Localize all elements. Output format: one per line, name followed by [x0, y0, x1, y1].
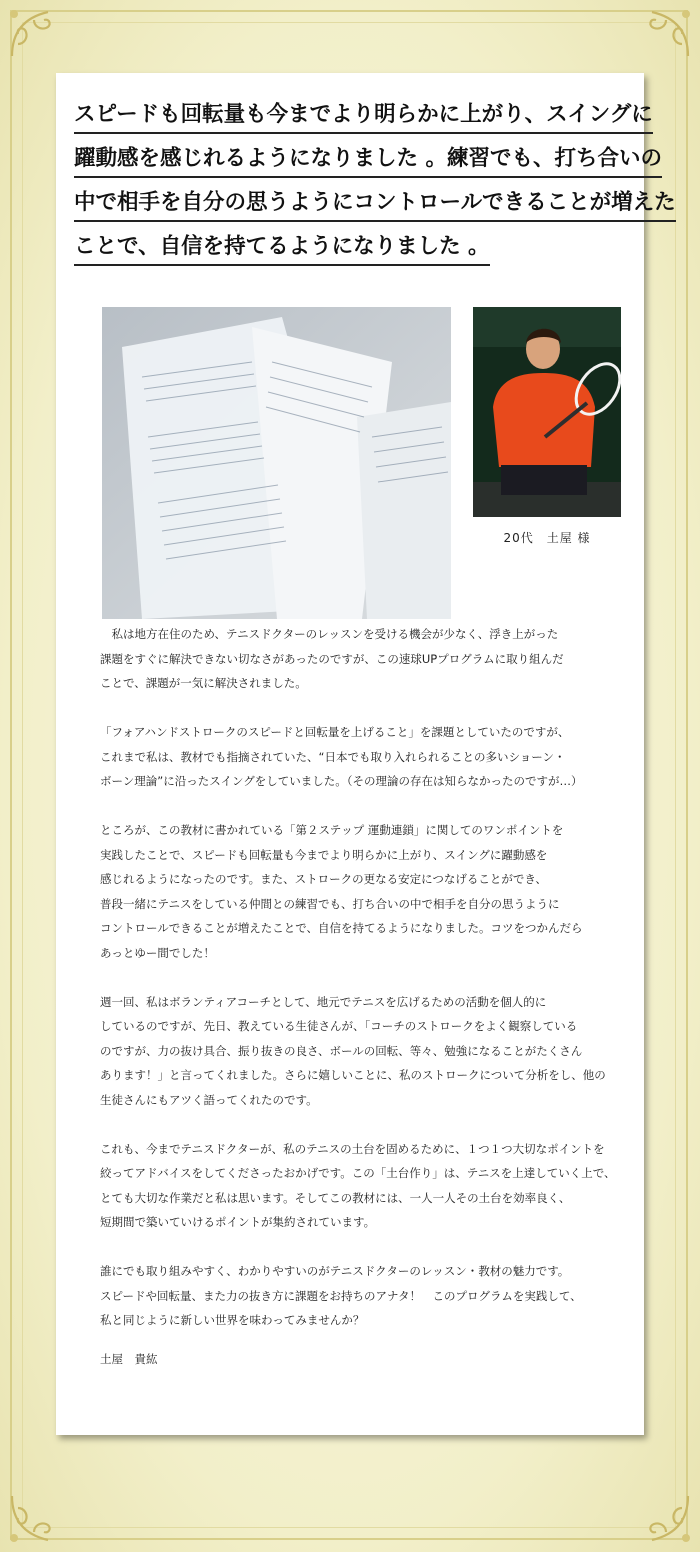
- photo-caption: 20代 土屋 様: [503, 531, 591, 545]
- corner-ornament-icon: [636, 1488, 696, 1548]
- customer-portrait-photo: [473, 307, 621, 517]
- paragraph: ところが、この教材に書かれている「第２ステップ 運動連鎖」に関してのワンポイントを 実践したことで、スピードも回転量も今までより明らかに上がり、スイングに躍動感を 感じれるようになったのです。また、ストロークの更なる安定につなげることができ、 普段一緒にテニスをしている仲間との練習でも、打ち合いの中で相手を自分の思うように コントロールできることが増えたことで、自信を持てるようになりました。コツをつかんだら あっとゆー間でした！: [100, 823, 583, 960]
- headline-line: スピードも回転量も今までより明らかに上がり、スイングに: [74, 98, 653, 134]
- headline-line: ことで、自信を持てるようになりました 。: [74, 230, 490, 266]
- paragraph: 「フォアハンドストロークのスピードと回転量を上げること」を課題としていたのですが、 これまで私は、教材でも指摘されていた、“日本でも取り入れられることの多いショーン・ ボーン理論”に沿ったスイングをしていました。（その理論の存在は知らなかったのですが…）: [100, 725, 583, 788]
- headline: [74, 98, 676, 274]
- paragraph: 週一回、私はボランティアコーチとして、地元でテニスを広げるための活動を個人的に しているのですが、先日、教えている生徒さんが、「コーチのストロークをよく観察している のですが、力の抜け具合、振り抜きの良さ、ボールの回転、等々、勉強になることがたくさん あります！」と言ってくれました。さらに嬉しいことに、私のストロークについて分析をし、他の 生徒さんにもアツく語ってくれたのです。: [100, 994, 606, 1107]
- signature: 土屋 貴紘: [100, 1352, 158, 1366]
- paragraph: 私は地方在住のため、テニスドクターのレッスンを受ける機会が少なく、浮き上がった 課題をすぐに解決できない切なさがあったのですが、この速球UPプログラムに取り組んだ ことで、課題が一気に解決されました。: [100, 627, 564, 690]
- headline-line: 躍動感を感じれるようになりました 。練習でも、打ち合いの: [74, 142, 662, 178]
- corner-ornament-icon: [636, 4, 696, 64]
- headline-line: 中で相手を自分の思うようにコントロールできることが増えた: [74, 186, 676, 222]
- paragraph: これも、今までテニスドクターが、私のテニスの土台を固めるために、１つ１つ大切なポイントを 絞ってアドバイスをしてくださったおかげです。この「土台作り」は、テニスを上達していく上で、 とても大切な作業だと私は思います。そしてこの教材には、一人一人その土台を効率良く、 短期間で築いていけるポイントが集約されています。: [100, 1141, 616, 1229]
- corner-ornament-icon: [4, 1488, 64, 1548]
- handwritten-letters-photo: [102, 307, 451, 619]
- paragraph: 誰にでも取り組みやすく、わかりやすいのがテニスドクターのレッスン・教材の魅力です。 スピードや回転量、また力の抜き方に課題をお持ちのアナタ！ このプログラムを実践して、 私と同じように新しい世界を味わってみませんか？: [100, 1264, 582, 1327]
- testimonial-body: [100, 622, 620, 1357]
- corner-ornament-icon: [4, 4, 64, 64]
